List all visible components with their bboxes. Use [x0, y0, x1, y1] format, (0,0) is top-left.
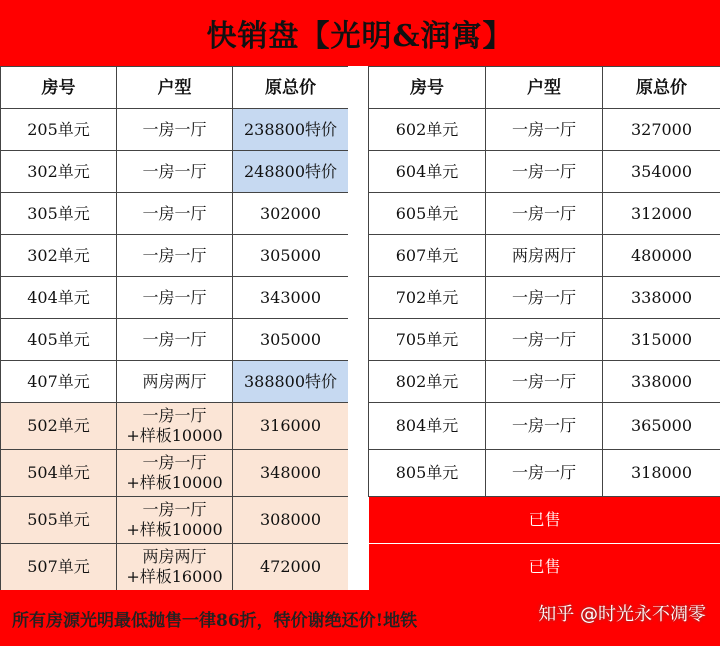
unit-layout: 两房两厅 — [117, 361, 233, 403]
header-layout: 户型 — [486, 67, 603, 109]
unit-layout: 一房一厅 — [486, 151, 603, 193]
header-row — [369, 67, 720, 109]
room-number: 507单元 — [1, 544, 117, 591]
unit-layout-extra: +样板10000 — [126, 520, 223, 539]
room-number: 605单元 — [369, 193, 486, 235]
unit-price: 302000 — [233, 193, 349, 235]
header-row — [1, 67, 349, 109]
unit-layout-extra: +样板10000 — [126, 426, 223, 445]
room-number: 705单元 — [369, 319, 486, 361]
table-row — [369, 450, 720, 497]
room-number: 805单元 — [369, 450, 486, 497]
room-number: 305单元 — [1, 193, 117, 235]
table-row — [369, 151, 720, 193]
room-number: 404单元 — [1, 277, 117, 319]
unit-price: 316000 — [233, 403, 349, 450]
header-room: 房号 — [1, 67, 117, 109]
unit-layout-type: 一房一厅 — [142, 406, 207, 425]
left-price-table — [0, 66, 349, 591]
room-number: 604单元 — [369, 151, 486, 193]
table-row — [369, 361, 720, 403]
table-row — [369, 403, 720, 450]
room-number: 405单元 — [1, 319, 117, 361]
unit-layout — [117, 497, 233, 544]
unit-layout-extra: +样板16000 — [126, 567, 223, 586]
header-price: 原总价 — [603, 67, 720, 109]
room-number: 804单元 — [369, 403, 486, 450]
unit-layout: 一房一厅 — [486, 450, 603, 497]
right-price-table — [368, 66, 720, 591]
room-number: 502单元 — [1, 403, 117, 450]
column-gap — [348, 66, 368, 590]
unit-price: 480000 — [603, 235, 720, 277]
table-row — [369, 277, 720, 319]
header-layout: 户型 — [117, 67, 233, 109]
watermark: 知乎 @时光永不凋零 — [538, 604, 706, 625]
unit-layout-type: 一房一厅 — [142, 453, 207, 472]
unit-layout: 一房一厅 — [486, 193, 603, 235]
unit-layout: 一房一厅 — [117, 109, 233, 151]
table-row — [1, 450, 349, 497]
room-number: 407单元 — [1, 361, 117, 403]
table-row — [369, 319, 720, 361]
header-room: 房号 — [369, 67, 486, 109]
room-number: 302单元 — [1, 151, 117, 193]
unit-price: 388800特价 — [233, 361, 349, 403]
unit-price: 318000 — [603, 450, 720, 497]
room-number: 607单元 — [369, 235, 486, 277]
unit-price: 327000 — [603, 109, 720, 151]
table-row — [1, 319, 349, 361]
table-row — [369, 109, 720, 151]
room-number: 504单元 — [1, 450, 117, 497]
sold-label: 已售 — [369, 544, 720, 591]
unit-layout: 一房一厅 — [117, 277, 233, 319]
unit-layout: 一房一厅 — [486, 277, 603, 319]
sold-label: 已售 — [369, 497, 720, 544]
footer-note: 所有房源光明最低抛售一律86折，特价谢绝还价!地铁 — [0, 590, 720, 646]
unit-price: 343000 — [233, 277, 349, 319]
page-title: 快销盘【光明&润寓】 — [0, 0, 720, 66]
unit-layout — [117, 450, 233, 497]
table-row — [1, 235, 349, 277]
unit-price: 308000 — [233, 497, 349, 544]
unit-layout-type: 两房两厅 — [142, 547, 207, 566]
unit-layout: 一房一厅 — [486, 361, 603, 403]
table-row — [369, 235, 720, 277]
unit-price: 365000 — [603, 403, 720, 450]
table-row — [1, 544, 349, 591]
unit-price: 305000 — [233, 235, 349, 277]
table-row — [1, 361, 349, 403]
table-row — [1, 151, 349, 193]
room-number: 802单元 — [369, 361, 486, 403]
unit-layout — [117, 544, 233, 591]
unit-price: 338000 — [603, 277, 720, 319]
unit-layout-extra: +样板10000 — [126, 473, 223, 492]
unit-layout: 一房一厅 — [486, 109, 603, 151]
unit-layout — [117, 403, 233, 450]
unit-price: 248800特价 — [233, 151, 349, 193]
unit-layout: 一房一厅 — [486, 319, 603, 361]
room-number: 505单元 — [1, 497, 117, 544]
unit-layout: 一房一厅 — [117, 319, 233, 361]
unit-price: 348000 — [233, 450, 349, 497]
table-row — [1, 109, 349, 151]
sold-row — [369, 497, 720, 544]
room-number: 205单元 — [1, 109, 117, 151]
unit-price: 472000 — [233, 544, 349, 591]
table-row — [369, 193, 720, 235]
room-number: 702单元 — [369, 277, 486, 319]
unit-layout: 一房一厅 — [486, 403, 603, 450]
header-price: 原总价 — [233, 67, 349, 109]
table-row — [1, 277, 349, 319]
room-number: 602单元 — [369, 109, 486, 151]
unit-price: 338000 — [603, 361, 720, 403]
unit-layout: 一房一厅 — [117, 235, 233, 277]
unit-layout: 两房两厅 — [486, 235, 603, 277]
table-row — [1, 193, 349, 235]
unit-price: 312000 — [603, 193, 720, 235]
table-row — [1, 403, 349, 450]
unit-price: 305000 — [233, 319, 349, 361]
table-row — [1, 497, 349, 544]
unit-layout: 一房一厅 — [117, 151, 233, 193]
unit-layout: 一房一厅 — [117, 193, 233, 235]
unit-layout-type: 一房一厅 — [142, 500, 207, 519]
unit-price: 354000 — [603, 151, 720, 193]
sold-row — [369, 544, 720, 591]
unit-price: 315000 — [603, 319, 720, 361]
room-number: 302单元 — [1, 235, 117, 277]
unit-price: 238800特价 — [233, 109, 349, 151]
